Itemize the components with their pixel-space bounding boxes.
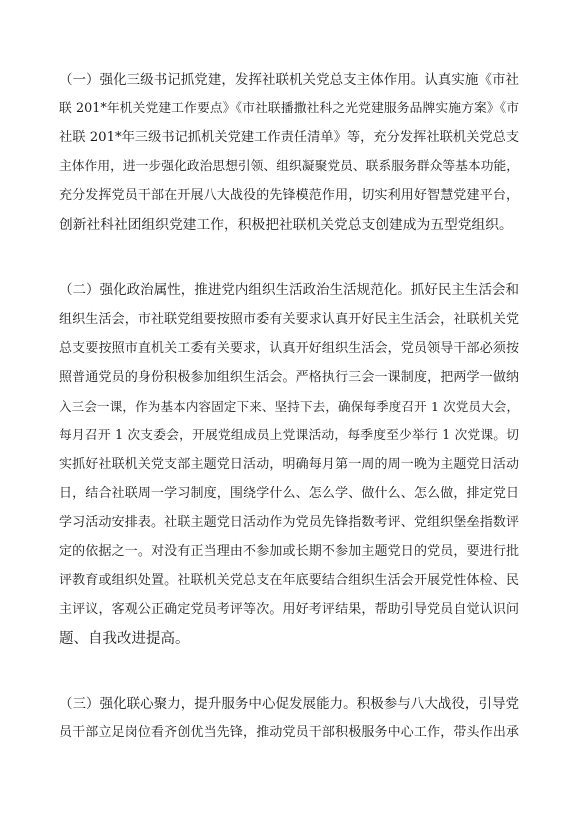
paragraph-line: （一）强化三级书记抓党建，发挥社联机关党总支主体作用。认真实施《市社 [59, 72, 519, 88]
paragraph-line: 联 201*年机关党建工作要点》《市社联播撒社科之光党建服务品牌实施方案》《市 [59, 101, 519, 116]
paragraph-line: 创新社科社团组织党建工作，积极把社联机关党总支创建成为五型党组织。 [59, 217, 513, 233]
paragraph-line: 充分发挥党员干部在开展八大战役的先锋模范作用，切实利用好智慧党建平台， [59, 188, 519, 203]
paragraph-line: 每月召开 1 次支委会，开展党组成员上党课活动，每季度至少举行 1 次党课。切 [59, 428, 519, 443]
paragraph-line: 主体作用，进一步强化政治思想引领、组织凝聚党员、联系服务群众等基本功能， [59, 159, 519, 174]
paragraph-line: 组织生活会，市社联党组要按照市委有关要求认真开好民主生活会，社联机关党 [59, 312, 519, 327]
paragraph-line: 日，结合社联周一学习制度，围绕学什么、怎么学、做什么、怎么做，排定党日 [59, 486, 519, 501]
paragraph-line: 总支要按照市直机关工委有关要求，认真开好组织生活会，党员领导干部必须按 [59, 341, 519, 356]
paragraph-line: 社联 201*年三级书记抓机关党建工作责任清单》等，充分发挥社联机关党总支 [59, 130, 520, 145]
paragraph-line: （二）强化政治属性，推进党内组织生活政治生活规范化。抓好民主生活会和 [59, 282, 519, 298]
paragraph-line: 题、自我改进提高。 [59, 631, 190, 647]
paragraph-line: 主评议，客观公正确定党员考评等次。用好考评结果，帮助引导党员自觉认识问 [59, 602, 519, 617]
paragraph-line: 定的依据之一。对没有正当理由不参加或长期不参加主题党日的党员，要进行批 [59, 544, 519, 559]
paragraph-line: 评教育或组织处置。社联机关党总支在年底要结合组织生活会开展党性体检、民 [59, 573, 519, 588]
paragraph-line: 学习活动安排表。社联主题党日活动作为党员先锋指数考评、党组织堡垒指数评 [59, 515, 519, 530]
paragraph-line: 入三会一课，作为基本内容固定下来、坚持下去，确保每季度召开 1 次党员大会， [59, 399, 519, 414]
paragraph-line: 员干部立足岗位看齐创优当先锋，推动党员干部积极服务中心工作，带头作出承 [59, 725, 519, 740]
paragraph-line: 实抓好社联机关党支部主题党日活动，明确每月第一周的周一晚为主题党日活动 [59, 457, 519, 472]
paragraph-line: （三）强化联心聚力，提升服务中心促发展能力。积极参与八大战役，引导党 [59, 696, 519, 712]
paragraph-line: 照普通党员的身份积极参加组织生活会。严格执行三会一课制度，把两学一做纳 [59, 370, 519, 385]
